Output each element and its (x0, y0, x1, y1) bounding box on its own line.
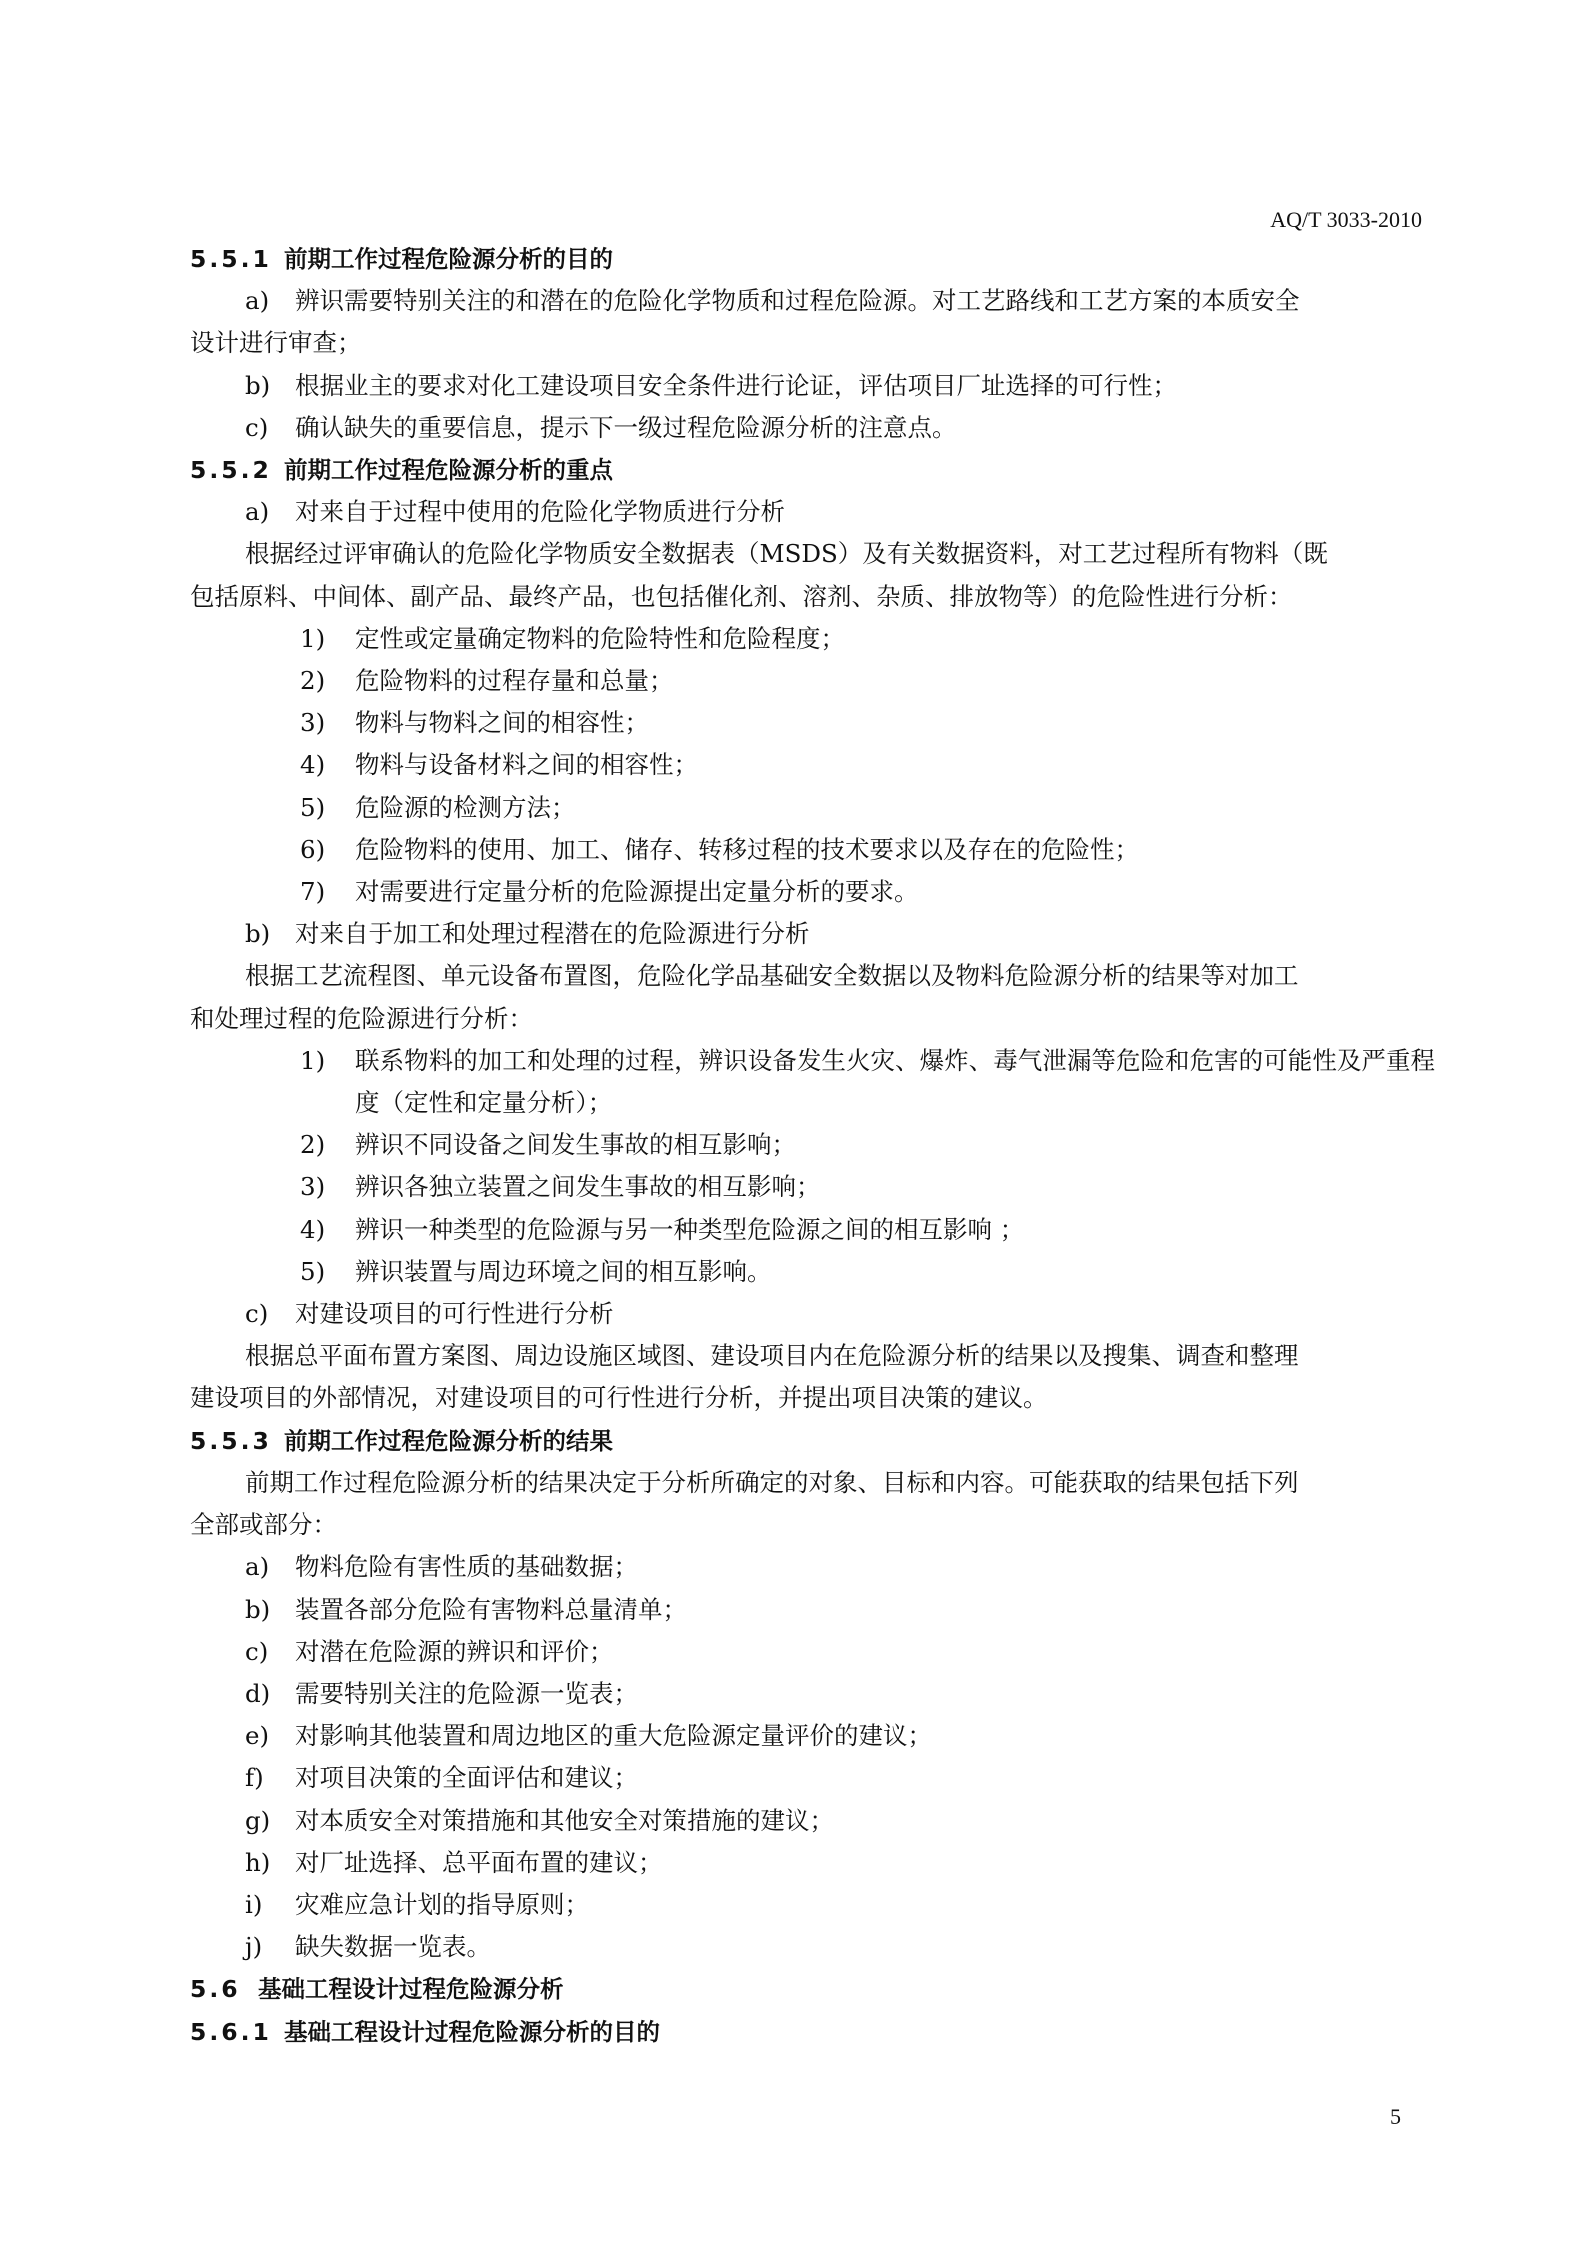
section-heading (190, 449, 1435, 491)
list-item (190, 1800, 1435, 1842)
list-marker: 1) (300, 1045, 326, 1075)
list-item (190, 1631, 1435, 1673)
list-marker: 2) (300, 1130, 326, 1160)
list-item-text: 物料与设备材料之间的相容性； (355, 750, 698, 780)
list-item-text: 物料危险有害性质的基础数据； (295, 1552, 638, 1582)
list-marker: b) (245, 1594, 271, 1624)
list-marker: j) (245, 1932, 263, 1962)
list-marker: e) (245, 1721, 270, 1751)
list-marker: 7) (300, 877, 326, 907)
list-item-text: 对厂址选择、总平面布置的建议； (295, 1847, 663, 1877)
list-item-text: 对项目决策的全面评估和建议； (295, 1763, 638, 1793)
list-marker: d) (245, 1678, 271, 1708)
section-title: 基础工程设计过程危险源分析 (258, 1975, 564, 2004)
list-item-text: 辨识不同设备之间发生事故的相互影响； (355, 1130, 796, 1160)
list-item (190, 1589, 1435, 1631)
list-item-text: 危险物料的过程存量和总量； (355, 666, 674, 696)
list-item-text: 对影响其他装置和周边地区的重大危险源定量评价的建议； (295, 1721, 932, 1751)
list-marker: 6) (300, 834, 326, 864)
list-item-text: 需要特别关注的危险源一览表； (295, 1678, 638, 1708)
list-marker: c) (245, 1299, 269, 1329)
list-item-text: 对本质安全对策措施和其他安全对策措施的建议； (295, 1805, 834, 1835)
list-item (190, 1040, 1435, 1124)
list-marker: 2) (300, 666, 326, 696)
list-marker: i) (245, 1889, 263, 1919)
list-marker: 5) (300, 1256, 326, 1286)
section-title: 基础工程设计过程危险源分析的目的 (284, 2017, 660, 2046)
list-marker: 1) (300, 623, 326, 653)
list-item-text: 辨识装置与周边环境之间的相互影响。 (355, 1256, 772, 1286)
paragraph-line: 前期工作过程危险源分析的结果决定于分析所确定的对象、目标和内容。可能获取的结果包括下列 (245, 1467, 1299, 1497)
section-heading (190, 238, 1435, 280)
paragraph-line: 根据工艺流程图、单元设备布置图，危险化学品基础安全数据以及物料危险源分析的结果等对加工 (245, 961, 1299, 991)
list-item-text: 辨识需要特别关注的和潜在的危险化学物质和过程危险源。对工艺路线和工艺方案的本质安全 (295, 286, 1300, 316)
list-item (190, 1546, 1435, 1588)
list-marker: a) (245, 1552, 270, 1582)
list-item-text: 对来自于加工和处理过程潜在的危险源进行分析 (295, 919, 810, 949)
list-item-text: 定性或定量确定物料的危险特性和危险程度； (355, 623, 845, 653)
list-marker: a) (245, 497, 270, 527)
list-item-text: 物料与物料之间的相容性； (355, 708, 649, 738)
list-item (190, 491, 1435, 533)
paragraph-line: 根据总平面布置方案图、周边设施区域图、建设项目内在危险源分析的结果以及搜集、调查和整理 (245, 1341, 1299, 1371)
list-item-text: 缺失数据一览表。 (295, 1932, 491, 1962)
list-item (190, 1251, 1435, 1293)
list-item (190, 829, 1435, 871)
section-title: 前期工作过程危险源分析的重点 (284, 456, 613, 485)
list-item-text: 对需要进行定量分析的危险源提出定量分析的要求。 (355, 877, 919, 907)
list-marker: c) (245, 1636, 269, 1666)
list-item (190, 618, 1435, 660)
list-marker: c) (245, 412, 269, 442)
list-item-text: 灾难应急计划的指导原则； (295, 1889, 589, 1919)
section-title: 前期工作过程危险源分析的结果 (284, 1426, 613, 1455)
list-item (190, 1884, 1435, 1926)
document-code: AQ/T 3033-2010 (1270, 207, 1422, 232)
list-item (190, 1715, 1435, 1757)
paragraph-line: 和处理过程的危险源进行分析： (190, 1003, 533, 1033)
list-item (190, 702, 1435, 744)
list-marker: g) (245, 1805, 271, 1835)
list-item (190, 1842, 1435, 1884)
list-item-text: 危险源的检测方法； (355, 792, 576, 822)
list-marker: b) (245, 919, 271, 949)
paragraph-line: 包括原料、中间体、副产品、最终产品，也包括催化剂、溶剂、杂质、排放物等）的危险性进行分析： (190, 581, 1293, 611)
list-marker: 4) (300, 1214, 326, 1244)
document-body (190, 238, 1435, 2053)
list-marker: b) (245, 370, 271, 400)
list-item-text: 辨识各独立装置之间发生事故的相互影响； (355, 1172, 821, 1202)
list-item (190, 1757, 1435, 1799)
section-number: 5.6.1 (190, 2017, 272, 2046)
section-number: 5.5.1 (190, 245, 272, 273)
section-title: 前期工作过程危险源分析的目的 (284, 245, 613, 273)
list-item-text: 对来自于过程中使用的危险化学物质进行分析 (295, 497, 785, 527)
list-item (190, 787, 1435, 829)
list-item-text: 装置各部分危险有害物料总量清单； (295, 1594, 687, 1624)
list-item-text: 联系物料的加工和处理的过程，辨识设备发生火灾、爆炸、毒气泄漏等危险和危害的可能性及严重程度（定性和定量分析）； (355, 1045, 1435, 1118)
list-item (190, 1926, 1435, 1968)
section-number: 5.6 (190, 1975, 241, 2004)
list-item-text: 确认缺失的重要信息，提示下一级过程危险源分析的注意点。 (295, 412, 957, 442)
list-item-text: 对潜在危险源的辨识和评价； (295, 1636, 614, 1666)
page-number: 5 (1390, 2104, 1401, 2129)
list-item (190, 1166, 1435, 1208)
list-item (190, 1673, 1435, 1715)
list-marker: 4) (300, 750, 326, 780)
list-item (190, 280, 1435, 322)
list-item-text: 根据业主的要求对化工建设项目安全条件进行论证，评估项目厂址选择的可行性； (295, 370, 1177, 400)
paragraph-line: 全部或部分： (190, 1510, 337, 1540)
section-number: 5.5.3 (190, 1426, 272, 1455)
list-marker: 3) (300, 708, 326, 738)
list-item (190, 660, 1435, 702)
paragraph-line: 设计进行审查； (190, 328, 362, 358)
list-marker: a) (245, 286, 270, 316)
list-marker: 3) (300, 1172, 326, 1202)
list-item (190, 913, 1435, 955)
section-number: 5.5.2 (190, 456, 272, 485)
paragraph-line: 建设项目的外部情况，对建设项目的可行性进行分析，并提出项目决策的建议。 (190, 1383, 1048, 1413)
list-item (190, 1293, 1435, 1335)
list-item (190, 407, 1435, 449)
list-item-text: 辨识一种类型的危险源与另一种类型危险源之间的相互影响 ； (355, 1214, 1025, 1244)
section-heading (190, 1420, 1435, 1462)
list-item (190, 1209, 1435, 1251)
list-item (190, 1124, 1435, 1166)
list-item (190, 365, 1435, 407)
section-heading (190, 1968, 1435, 2010)
list-item-text: 危险物料的使用、加工、储存、转移过程的技术要求以及存在的危险性； (355, 834, 1139, 864)
list-marker: h) (245, 1847, 271, 1877)
section-heading (190, 2011, 1435, 2053)
list-marker: 5) (300, 792, 326, 822)
list-marker: f) (245, 1763, 264, 1793)
list-item-text: 对建设项目的可行性进行分析 (295, 1299, 614, 1329)
list-item (190, 871, 1435, 913)
paragraph-line: 根据经过评审确认的危险化学物质安全数据表（MSDS）及有关数据资料，对工艺过程所有物料（既 (245, 539, 1328, 569)
list-item (190, 744, 1435, 786)
